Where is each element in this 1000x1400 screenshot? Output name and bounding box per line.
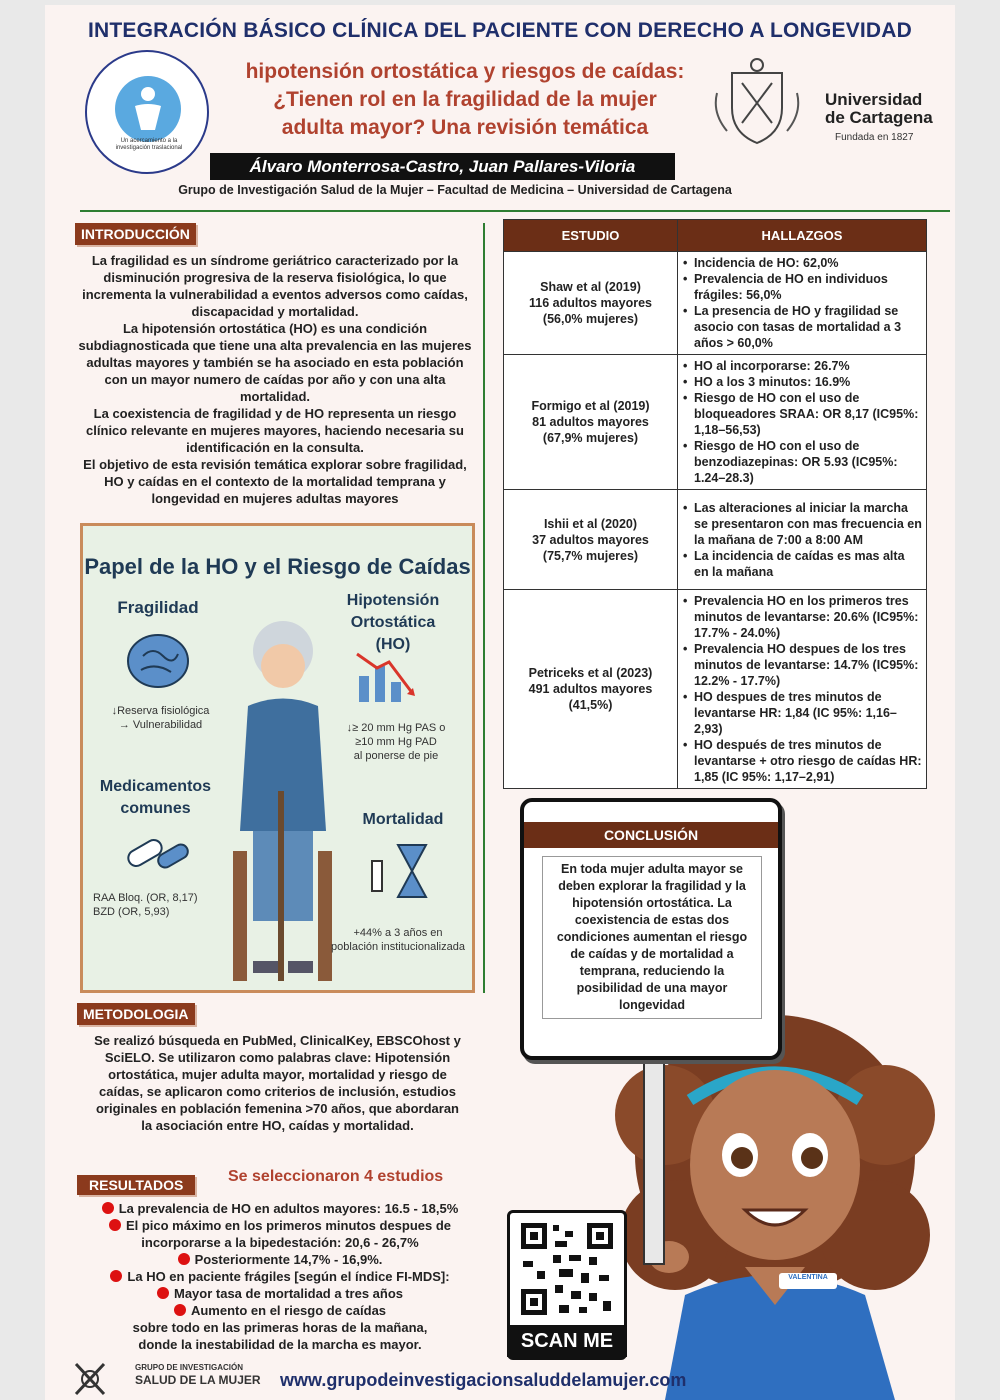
subtitle-line: ¿Tienen rol en la fragilidad de la mujer	[273, 88, 657, 111]
result-text: Aumento en el riesgo de caídas	[190, 1303, 387, 1318]
conclusion-sign	[520, 798, 782, 1060]
intro-paragraph: La fragilidad es un síndrome geriátrico caracterizado por la disminución progresiva de la reserva fisiológica, lo que incrementa la vulnerabilidad a eventos adversos como caídas, discapacidad y mortalidad.	[82, 253, 468, 319]
name-badge: VALENTINA	[788, 1274, 828, 1281]
sign-pole	[643, 1055, 665, 1265]
resultados-list	[70, 1200, 490, 1353]
findings-cell	[678, 355, 927, 490]
poster-subtitle	[200, 58, 730, 142]
finding-item: • HO al incorporarse: 26.7%	[682, 358, 922, 374]
intro-paragraph: El objetivo de esta revisión temática explorar sobre fragilidad, HO y caídas en el contexto de la mortalidad temprana y longevidad en mujeres adultas mayores	[83, 457, 467, 506]
note-line: → Vulnerabilidad	[118, 719, 203, 731]
study-line: Petriceks et al (2023)	[528, 666, 653, 680]
result-item	[70, 1217, 490, 1234]
poster-title: INTEGRACIÓN BÁSICO CLÍNICA DEL PACIENTE CON DERECHO A LONGEVIDAD	[87, 19, 913, 42]
metodologia-heading: METODOLOGIA	[77, 1003, 195, 1025]
study-cell	[504, 252, 678, 355]
university-line: de Cartagena	[825, 108, 933, 127]
university-name	[825, 91, 933, 127]
study-line: (75,7% mujeres)	[542, 548, 639, 563]
study-line: 37 adultos mayores	[532, 532, 649, 547]
qr-icon	[519, 1221, 615, 1322]
finding-item: • Incidencia de HO: 62,0%	[682, 255, 922, 271]
result-text: Mayor tasa de mortalidad a tres años	[173, 1286, 404, 1301]
finding-item: • HO a los 3 minutos: 16.9%	[682, 374, 922, 390]
person-icon	[115, 76, 181, 142]
scan-me-label: SCAN ME	[507, 1325, 627, 1357]
website-link[interactable]: www.grupodeinvestigacionsaluddelamujer.com	[280, 1370, 687, 1390]
note-line: BZD (OR, 5,93)	[93, 906, 170, 918]
research-group-logo	[85, 50, 209, 174]
bullet-icon	[102, 1202, 114, 1214]
finding-item: • Riesgo de HO con el uso de bloqueadores SRAA: OR 8,17 (IC95%: 1,18–56,53)	[682, 390, 922, 438]
poster	[45, 5, 955, 1400]
bullet-icon	[110, 1270, 122, 1282]
intro-paragraph: La hipotensión ortostática (HO) es una condición subdiagnosticada que tiene una alta prevalencia en las mujeres adultas mayores y también se ha asociado en esta población con un mayor numero de caídas por año y con una alta mortalidad.	[78, 321, 472, 404]
university-founded: Fundada en 1827	[835, 132, 914, 143]
hourglass-icon	[368, 841, 438, 906]
note-line: ≥10 mm Hg PAD	[355, 736, 437, 748]
finding-item: • La incidencia de caídas es mas alta en la mañana	[682, 548, 922, 580]
bullet-icon	[174, 1304, 186, 1316]
conclusion-heading: CONCLUSIÓN	[524, 822, 778, 848]
table-row	[504, 252, 927, 355]
footer-group-line: SALUD DE LA MUJER	[135, 1373, 261, 1387]
study-cell	[504, 490, 678, 590]
medicamentos-note	[93, 891, 218, 919]
study-line: (67,9% mujeres)	[542, 431, 639, 445]
note-line: ↓Reserva fisiológica	[111, 705, 210, 717]
group-affiliation: Grupo de Investigación Salud de la Mujer – Facultad de Medicina – Universidad de Cartagena	[178, 183, 732, 197]
logo-caption: Un acercamiento a la investigación traslacional	[115, 138, 183, 151]
study-line: 81 adultos mayores	[532, 415, 649, 429]
study-line: Shaw et al (2019)	[540, 280, 641, 294]
subtitle-line: adulta mayor? Una revisión temática	[281, 116, 649, 139]
result-text: La prevalencia de HO en adultos mayores: 16.5 - 18,5%	[118, 1201, 459, 1216]
finding-item: • La presencia de HO y fragilidad se asocio con tasas de mortalidad a 3 años > 60,0%	[682, 303, 922, 351]
table-row	[504, 590, 927, 789]
result-item	[70, 1268, 490, 1285]
study-cell	[504, 590, 678, 789]
divider	[483, 223, 485, 993]
authors-bar: Álvaro Monterrosa-Castro, Juan Pallares-Viloria	[210, 153, 675, 180]
result-text: El pico máximo en los primeros minutos despues de	[125, 1218, 452, 1233]
subtitle-line: hipotensión ortostática y riesgos de caídas:	[245, 60, 685, 83]
study-line: (41,5%)	[568, 698, 613, 712]
result-item	[70, 1251, 490, 1268]
metodologia-text: Se realizó búsqueda en PubMed, ClinicalKey, EBSCOhost y SciELO. Se utilizaron como palabras clave: Hipotensión ortostática, mujer adulta mayor, mortalidad y riesgo de caídas, se aplicaron como criterios de inclusión, estudios originales en población femenina >70 años, que abordaran la asociación entre HO, caídas y mortalidad.	[94, 1033, 461, 1133]
hipotension-note	[331, 721, 461, 763]
bullet-icon	[178, 1253, 190, 1265]
infographic	[80, 523, 475, 993]
fragilidad-label: Fragilidad	[117, 598, 199, 617]
divider	[80, 210, 950, 212]
finding-item: • HO después de tres minutos de levantarse + otro riesgo de caídas HR: 1,85 (IC 95%: 1,17–2,91)	[682, 737, 922, 785]
table-header: ESTUDIO	[504, 220, 678, 252]
table-row	[504, 490, 927, 590]
footer-group-name	[135, 1363, 261, 1387]
table-header: HALLAZGOS	[678, 220, 927, 252]
studies-table	[503, 219, 927, 789]
table-header-row	[504, 220, 927, 252]
resultados-heading: RESULTADOS	[77, 1175, 195, 1195]
findings-cell	[678, 252, 927, 355]
label-line: comunes	[120, 800, 191, 817]
medicamentos-label	[98, 776, 213, 820]
finding-item: • HO despues de tres minutos de levantarse HR: 1,84 (IC 95%: 1,16–2,93)	[682, 689, 922, 737]
label-line: Hipotensión	[346, 592, 440, 609]
note-line: al ponerse de pie	[353, 750, 439, 762]
qr-code[interactable]	[507, 1210, 627, 1360]
result-item: donde la inestabilidad de la marcha es mayor.	[138, 1337, 422, 1352]
mortalidad-label: Mortalidad	[362, 811, 444, 828]
brain-icon	[123, 626, 193, 701]
introduccion-text	[75, 252, 475, 507]
introduccion-heading: INTRODUCCIÓN	[75, 223, 196, 245]
result-item: sobre todo en las primeras horas de la mañana,	[132, 1320, 428, 1335]
resultados-selected: Se seleccionaron 4 estudios	[228, 1168, 444, 1185]
bullet-icon	[109, 1219, 121, 1231]
intro-paragraph: La coexistencia de fragilidad y de HO representa un riesgo clínico relevante en mujeres mayores, haciendo necesaria su identificación en la consulta.	[86, 406, 464, 455]
note-line: población institucionalizada	[331, 941, 465, 953]
finding-item: • Prevalencia HO en los primeros tres minutos de levantarse: 20.6% (IC95%: 17.7% - 24.0%)	[682, 593, 922, 641]
pills-icon	[123, 831, 193, 886]
study-cell	[504, 355, 678, 490]
finding-item: • Prevalencia HO despues de los tres minutos de levantarse: 14.7% (IC95%: 12.2% - 17.7%)	[682, 641, 922, 689]
table-row	[504, 355, 927, 490]
result-text: Posteriormente 14,7% - 16,9%.	[194, 1252, 383, 1267]
falling-chart-icon	[353, 646, 423, 711]
findings-cell	[678, 590, 927, 789]
study-line: (56,0% mujeres)	[542, 312, 639, 326]
label-line: Medicamentos	[99, 778, 212, 795]
conclusion-text: En toda mujer adulta mayor se deben explorar la fragilidad y la hipotensión ortostática. La coexistencia de estas dos condiciones aumentan el riesgo de caídas y de mortalidad a temprana, reduciendo la posibilidad de una mayor longevidad	[542, 856, 762, 1019]
study-line: Ishii et al (2020)	[543, 516, 638, 531]
label-line: Ortostática (HO)	[350, 614, 436, 653]
infographic-title: Papel de la HO y el Riesgo de Caídas	[84, 554, 471, 579]
finding-item: • Prevalencia de HO en individuos frágiles: 56,0%	[682, 271, 922, 303]
result-item	[70, 1285, 490, 1302]
findings-cell	[678, 490, 927, 590]
mortalidad-note	[323, 926, 473, 954]
university-line: Universidad	[825, 90, 923, 109]
group-logo-icon	[70, 1360, 110, 1398]
bullet-icon	[157, 1287, 169, 1299]
study-line: Formigo et al (2019)	[531, 399, 650, 413]
study-line: 116 adultos mayores	[529, 296, 652, 310]
finding-item: • Las alteraciones al iniciar la marcha se presentaron con mas frecuencia en la mañana de 7:00 a 8:00 AM	[682, 500, 922, 548]
finding-item: • Riesgo de HO con el uso de benzodiazepinas: OR 5.93 (IC95%: 1.24–28.3)	[682, 438, 922, 486]
note-line: +44% a 3 años en	[353, 927, 443, 939]
result-text: La HO en paciente frágiles [según el índice FI-MDS]:	[127, 1269, 450, 1284]
note-line: RAA Bloq. (OR, 8,17)	[93, 892, 198, 904]
result-item	[70, 1200, 490, 1217]
study-line: 491 adultos mayores	[528, 682, 653, 696]
footer-group-line: GRUPO DE INVESTIGACIÓN	[135, 1363, 244, 1372]
university-crest-icon	[707, 53, 807, 149]
note-line: ↓≥ 20 mm Hg PAS o	[346, 722, 446, 734]
fragilidad-note	[103, 704, 218, 732]
result-item: incorporarse a la bipedestación: 20,6 - 26,7%	[141, 1235, 419, 1250]
result-item	[70, 1302, 490, 1319]
